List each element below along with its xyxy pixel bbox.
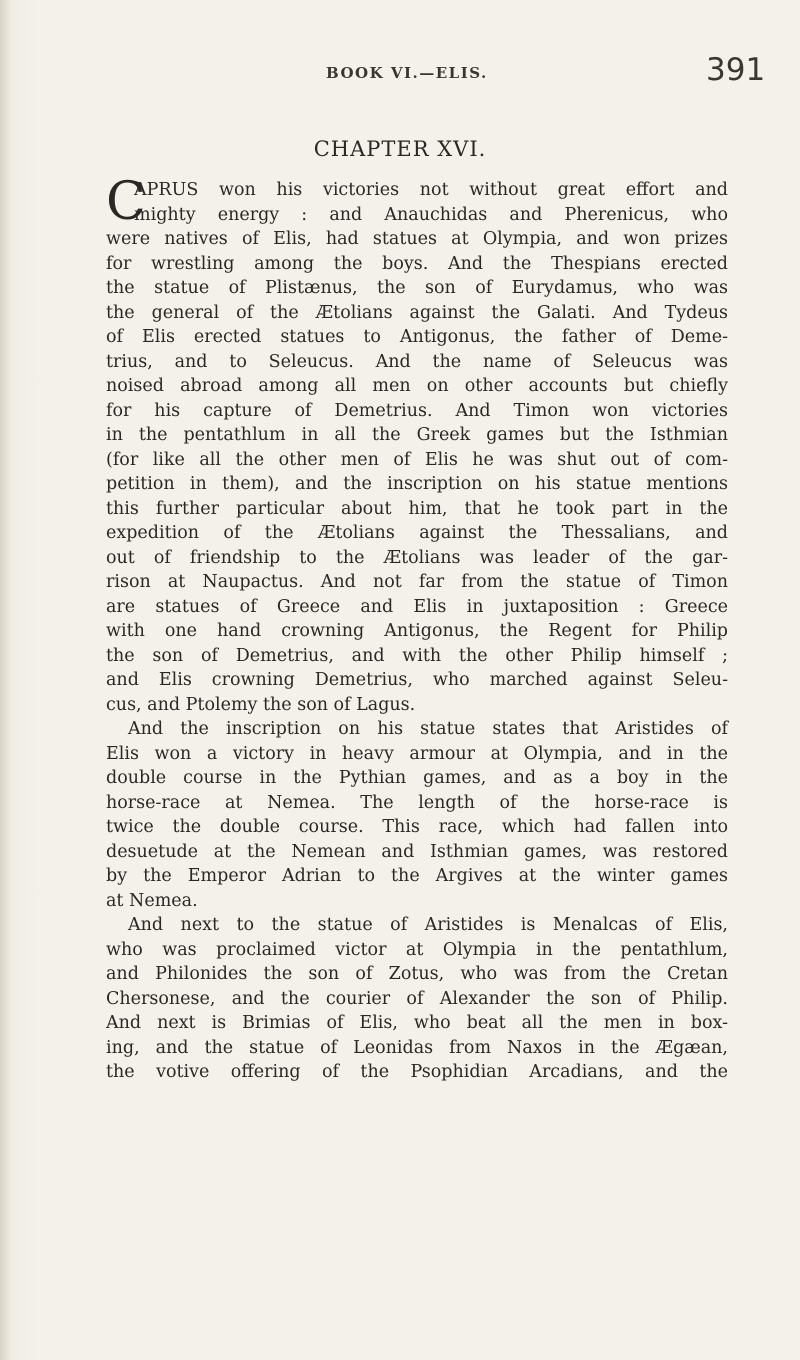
- text-line: expedition of the Ætolians against the Thessalians, and: [106, 523, 728, 543]
- text-line: in the pentathlum in all the Greek games but the Isthmian: [106, 425, 728, 445]
- text-line: the statue of Plistænus, the son of Eurydamus, who was: [106, 278, 728, 298]
- text-line: by the Emperor Adrian to the Argives at the winter games: [106, 866, 728, 886]
- text-line: And next to the statue of Aristides is Menalcas of Elis,: [128, 915, 728, 935]
- text-line: And the inscription on his statue states that Aristides of: [128, 719, 728, 739]
- text-line: horse-race at Nemea. The length of the horse-race is: [106, 792, 728, 813]
- text-line: noised abroad among all men on other accounts but chiefly: [106, 376, 728, 396]
- text-line: trius, and to Seleucus. And the name of Seleucus was: [106, 351, 728, 372]
- drop-cap: C: [106, 172, 146, 232]
- text-line: petition in them), and the inscription on his statue mentions: [106, 474, 728, 494]
- body-text: [106, 172, 728, 1085]
- text-line: mighty energy : and Anauchidas and Pherenicus, who: [134, 204, 728, 225]
- text-line: twice the double course. This race, which had fallen into: [106, 817, 728, 837]
- text-line: who was proclaimed victor at Olympia in the pentathlum,: [106, 939, 728, 960]
- text-line: of Elis erected statues to Antigonus, the father of Deme-: [106, 327, 728, 347]
- text-line: this further particular about him, that he took part in the: [106, 498, 728, 519]
- text-line: the general of the Ætolians against the Galati. And Tydeus: [106, 302, 728, 323]
- text-line: and Philonides the son of Zotus, who was from the Cretan: [106, 964, 728, 984]
- text-line: the son of Demetrius, and with the other Philip himself ;: [106, 645, 728, 666]
- text-line: out of friendship to the Ætolians was leader of the gar-: [106, 547, 728, 568]
- page-number: 391: [706, 52, 766, 88]
- text-line: Elis won a victory in heavy armour at Olympia, and in the: [106, 743, 728, 764]
- text-line: (for like all the other men of Elis he was shut out of com-: [106, 449, 728, 470]
- text-line: were natives of Elis, had statues at Olympia, and won prizes: [106, 229, 728, 249]
- chapter-title: CHAPTER XVI.: [313, 137, 487, 161]
- running-head: [0, 48, 800, 88]
- running-title: BOOK VI.—ELIS.: [326, 64, 488, 82]
- text-line: cus, and Ptolemy the son of Lagus.: [106, 694, 416, 715]
- text-line: And next is Brimias of Elis, who beat all the men in box-: [106, 1013, 728, 1033]
- text-line: for wrestling among the boys. And the Thespians erected: [106, 253, 728, 274]
- text-line: at Nemea.: [106, 890, 198, 911]
- text-line: are statues of Greece and Elis in juxtaposition : Greece: [106, 596, 728, 617]
- text-line: with one hand crowning Antigonus, the Regent for Philip: [106, 621, 728, 641]
- text-line: double course in the Pythian games, and as a boy in the: [106, 768, 728, 788]
- text-line-content: APRUS won his victories not without great effort and: [134, 180, 728, 200]
- text-line: and Elis crowning Demetrius, who marched against Seleu-: [106, 670, 728, 690]
- text-line: for his capture of Demetrius. And Timon won victories: [106, 400, 728, 421]
- text-line: ing, and the statue of Leonidas from Naxos in the Ægæan,: [106, 1037, 728, 1058]
- text-line: the votive offering of the Psophidian Arcadians, and the: [106, 1062, 728, 1082]
- text-line: rison at Naupactus. And not far from the statue of Timon: [106, 572, 728, 592]
- spine-shadow: [0, 0, 10, 1360]
- text-line: Chersonese, and the courier of Alexander the son of Philip.: [106, 988, 728, 1009]
- text-line: desuetude at the Nemean and Isthmian games, was restored: [106, 841, 728, 862]
